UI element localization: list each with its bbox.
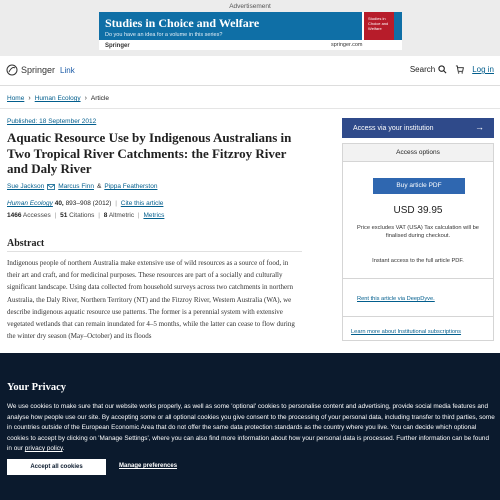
search-button[interactable]: [410, 65, 447, 74]
published-date-link[interactable]: Published: 18 September 2012: [7, 118, 97, 125]
cite-article-link[interactable]: Cite this article: [120, 200, 164, 207]
springer-horse-icon: [6, 64, 18, 76]
buy-article-pdf-button[interactable]: Buy article PDF: [373, 178, 465, 194]
access-options-heading: Access options: [343, 144, 493, 162]
author-link[interactable]: Pippa Featherston: [104, 183, 158, 190]
abstract-text: Indigenous people of northern Australia make extensive use of wild resources as a source of food, in their art and craft, and for medicinal purposes. These resources are part of a socially and culturally significant landscape. Using data collected from household surveys across two catchments in northern Australia, the Daly River, Northern Territory (NT) and the Fitzroy River, Western Australia (WA), we describe indigenous aquatic resource use patterns. The former is a perennial system with extensive vegetated wetlands that can remain inundated for 4–5 months, while the latter can cease to flow during the winter dry season (May–October) and its floods: [7, 259, 295, 341]
email-icon[interactable]: [47, 184, 55, 190]
journal-volume: 40,: [54, 200, 64, 207]
accesses-label: Accesses: [22, 212, 51, 219]
rent-deepdyve-link[interactable]: Rent this article via DeepDyve.: [357, 296, 435, 302]
breadcrumb-journal[interactable]: Human Ecology: [34, 95, 81, 102]
access-via-institution-label: Access via your institution: [353, 124, 434, 132]
article-metrics: 1466 Accesses | 51 Citations | 8 Altmetric | Metrics: [7, 212, 165, 219]
citations-label: Citations: [69, 212, 95, 219]
author-link[interactable]: Sue Jackson: [7, 183, 45, 190]
access-via-institution-button[interactable]: [342, 118, 494, 138]
divider: [0, 108, 500, 109]
author-link[interactable]: Marcus Finn: [58, 183, 94, 190]
accesses-count: 1466: [7, 212, 22, 219]
altmetric-label: Altmetric: [108, 212, 135, 219]
cookie-body-text: We use cookies to make sure that our website works properly, as well as some 'optional' cookies to personalise content and advertising, provide social media features and analyse how people use our site. By accepting some or all optional cookies you give consent to the processing of your personal data, including transfer to third parties, some in countries outside of the European Economic Area that do not offer the same data protection standards as the country where you live. You can decide which optional cookies to accept by clicking on 'Manage Settings', where you can also find more information about how your personal data is processed. Further information can be found in our: [7, 403, 495, 453]
journal-pages: 893–908 (2012): [65, 200, 112, 207]
breadcrumb-current: Article: [90, 95, 109, 102]
metrics-link[interactable]: Metrics: [143, 212, 165, 219]
accept-all-cookies-button[interactable]: Accept all cookies: [7, 459, 106, 475]
chevron-right-icon: ›: [28, 95, 31, 102]
search-label: Search: [409, 65, 436, 74]
journal-link[interactable]: Human Ecology: [7, 200, 53, 207]
login-link[interactable]: Log in: [472, 65, 494, 74]
brand-suffix: Link: [60, 65, 75, 75]
ad-url: springer.com: [331, 42, 363, 48]
springer-link-logo[interactable]: [6, 64, 75, 76]
journal-citation-line: Human Ecology 40, 893–908 (2012) | Cite this article: [7, 200, 164, 207]
price: USD 39.95: [393, 205, 443, 216]
cart-icon[interactable]: [455, 65, 464, 74]
arrow-right-icon: →: [475, 122, 484, 132]
manage-preferences-link[interactable]: Manage preferences: [119, 463, 178, 469]
ad-label: Advertisement: [229, 3, 271, 10]
privacy-policy-link[interactable]: privacy policy: [24, 445, 63, 453]
advertisement-strip: [0, 0, 500, 56]
altmetric-count: 8: [103, 212, 108, 219]
divider: [343, 278, 493, 279]
cookie-title: Your Privacy: [7, 382, 67, 393]
search-icon: [438, 65, 447, 74]
price-note: Price excludes VAT (USA) Tax calculation will be finalised during checkout.: [357, 225, 479, 239]
chevron-right-icon: ›: [84, 95, 87, 102]
site-header: [0, 56, 500, 86]
ad-logo: Springer: [105, 43, 130, 49]
institutional-subscriptions-link[interactable]: Learn more about Institutional subscriptions: [351, 329, 462, 335]
ad-title: Studies in Choice and Welfare: [105, 16, 260, 30]
access-options-panel: [342, 143, 494, 341]
ad-book-text: Studies in Choice and Welfare: [368, 16, 389, 31]
ad-banner[interactable]: [99, 12, 402, 50]
divider: [343, 316, 493, 317]
article-title: Aquatic Resource Use by Indigenous Australians in Two Tropical River Catchments: the Fitzroy River and Daly River: [7, 130, 292, 176]
abstract-heading: Abstract: [7, 238, 45, 249]
brand-name: Springer: [21, 65, 56, 75]
ad-subtitle: Do you have an idea for a volume in this series?: [105, 32, 223, 38]
ad-footer: [99, 40, 402, 50]
author-separator: &: [96, 183, 102, 190]
breadcrumb: [7, 95, 109, 102]
cookie-consent-banner: [0, 353, 500, 500]
author-list: [7, 183, 157, 190]
cookie-text: We use cookies to make sure that our website works properly, as well as some 'optional' cookies to personalise content and advertising, provide social media features and analyse how people use our site. By accepting some or all optional cookies you give consent to the processing of your personal data, including transfer to third parties, some in countries outside of the European Economic Area that do not offer the same data protection standards as the country where you live. You can decide which optional cookies to accept by clicking on 'Manage Settings', where you can also find more information about how your personal data is processed. Further information can be found in our privacy policy.: [7, 403, 495, 453]
instant-access-note: Instant access to the full article PDF.: [372, 258, 464, 264]
divider: [7, 251, 302, 252]
breadcrumb-home[interactable]: Home: [7, 95, 25, 102]
citations-count: 51: [60, 212, 68, 219]
